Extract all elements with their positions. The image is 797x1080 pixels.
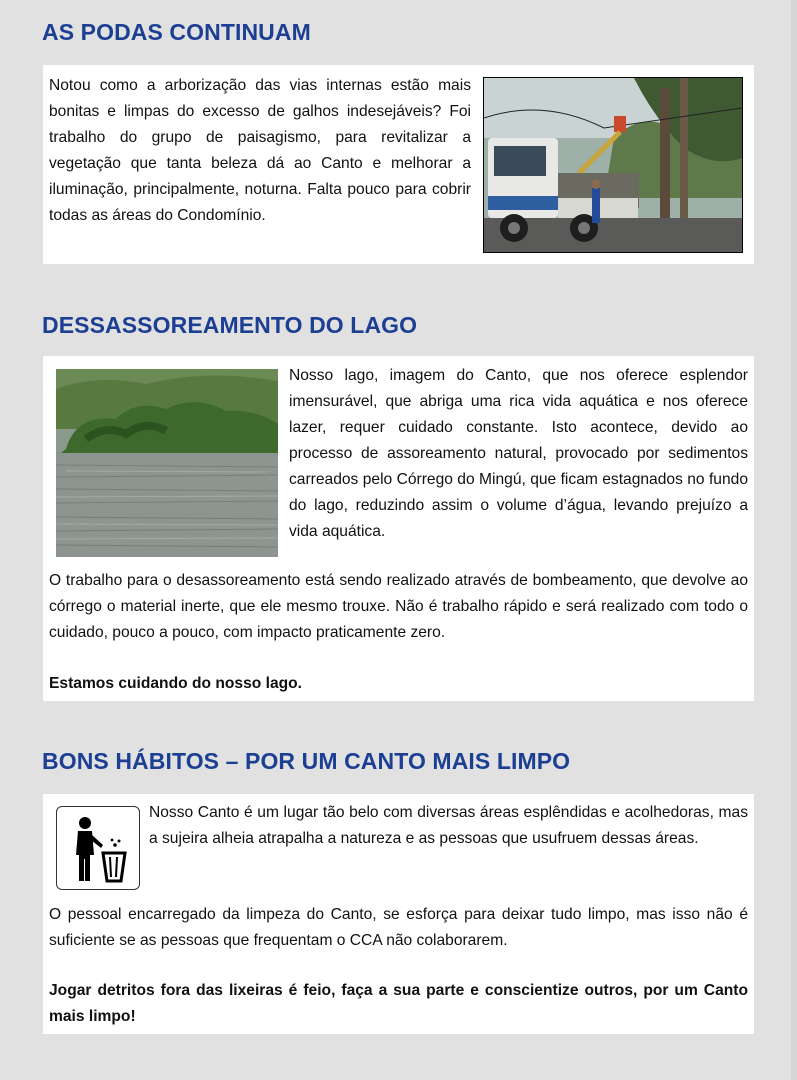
article-text: Notou como a arborização das vias internas estão mais bonitas e limpas do excesso de galhos indesejáveis? Foi trabalho do grupo de paisagismo, para revitalizar a vegetação que tanta beleza dá ao Canto e melhorar a iluminação, principalmente, noturna. Falta pouco para cobrir todas as áreas do Condomínio. <box>49 77 471 224</box>
lake-with-island-photo <box>56 369 278 557</box>
article-closing: Jogar detritos fora das lixeiras é feio, faça a sua parte e conscientize outros, por um Canto mais limpo! <box>49 982 748 1025</box>
section-title-bons-habitos: BONS HÁBITOS – POR UM CANTO MAIS LIMPO <box>42 748 571 774</box>
article-card-lago <box>43 356 754 701</box>
article-text: Nosso Canto é um lugar tão belo com diversas áreas esplêndidas e acolhedoras, mas a sujeira alheia atrapalha a natureza e as pessoas que usufruem dessas áreas. <box>149 804 748 847</box>
section-title-lago: DESSASSOREAMENTO DO LAGO <box>42 312 418 338</box>
article-closing: Estamos cuidando do nosso lago. <box>49 675 302 692</box>
article-text: O trabalho para o desassoreamento está sendo realizado através de bombeamento, que devolve ao córrego o material inerte, que ele mesmo trouxe. Não é trabalho rápido e será realizado com todo o cuidado, pouco a pouco, com impacto praticamente zero. <box>49 572 748 641</box>
section-title-podas: AS PODAS CONTINUAM <box>42 19 311 45</box>
article-card-podas <box>43 65 754 264</box>
article-text: O pessoal encarregado da limpeza do Canto, se esforça para deixar tudo limpo, mas isso não é suficiente se as pessoas que frequentam o CCA não colaborarem. <box>49 906 748 949</box>
trash-bin-person-icon <box>56 806 140 890</box>
scrollbar-edge[interactable] <box>791 0 797 1080</box>
article-card-bons-habitos <box>43 794 754 1034</box>
article-text: Nosso lago, imagem do Canto, que nos oferece esplendor imensurável, que abriga uma rica vida aquática e nos oferece lazer, requer cuidado constante. Isto acontece, devido ao processo de assoreamento natural, provocado por sedimentos carreados pelo Córrego do Mingú, que ficam estagnados no fundo do lago, reduzindo assim o volume d’água, levando prejuízo a vida aquática. <box>289 367 748 540</box>
tree-pruning-truck-photo <box>483 77 743 253</box>
